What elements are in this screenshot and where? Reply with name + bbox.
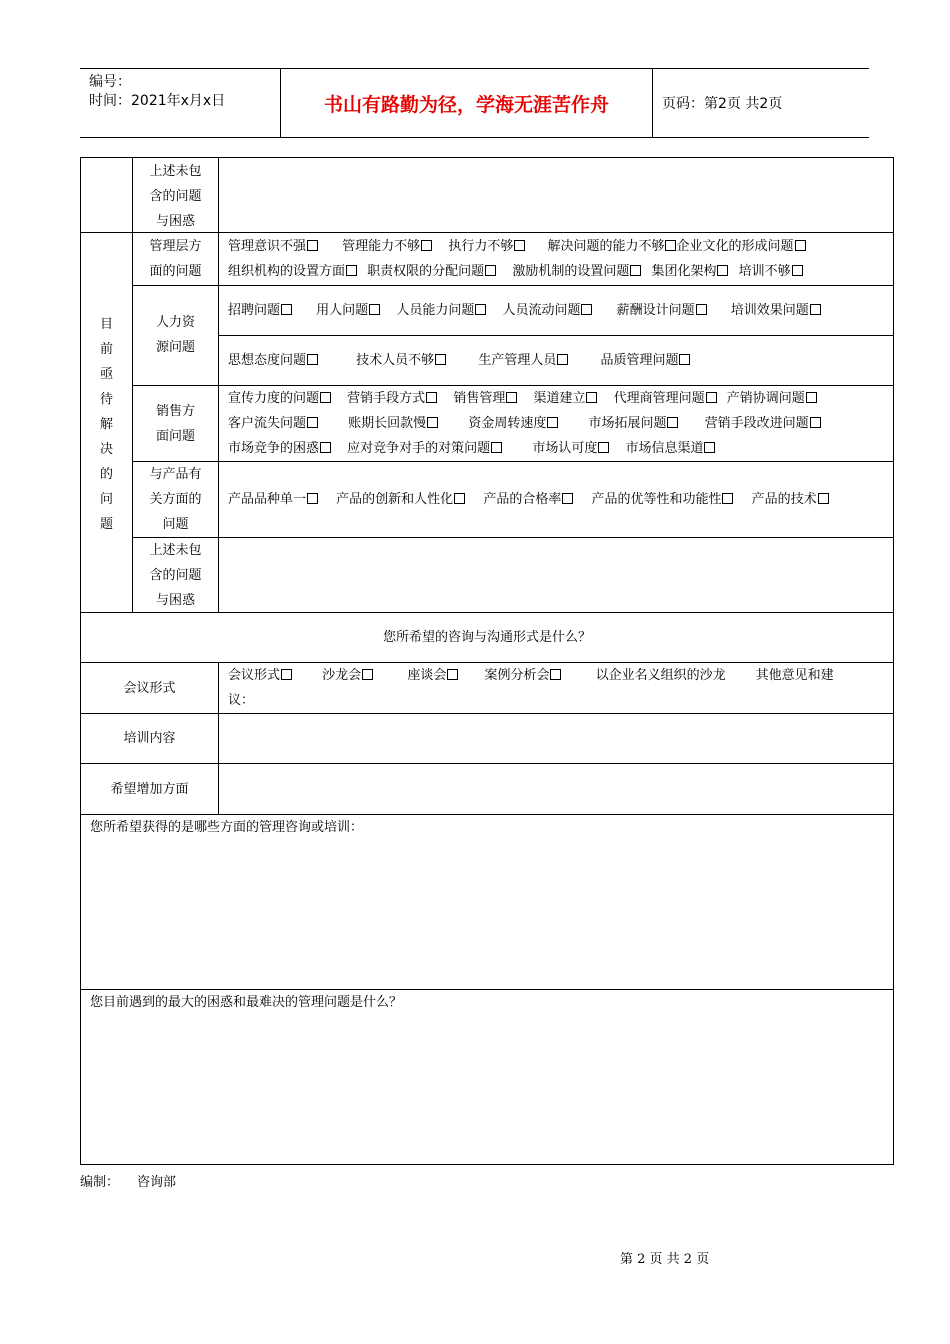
hr-issues-label: 人力资 源问题 [155,315,195,355]
checkbox-option[interactable]: 管理意识不强 [228,239,318,254]
page-header [80,68,869,138]
unlisted-issues-label-top: 上述未包 含的问题 与困惑 [149,164,202,229]
header-info [80,69,280,137]
checkbox-option[interactable]: 代理商管理问题 [614,391,717,406]
hr-options-row2 [228,348,690,373]
slogan: 书山有路勤为径，学海无涯苦作舟 [323,93,609,116]
checkbox-option[interactable]: 宣传力度的问题 [228,391,331,406]
meeting-options-row1 [228,663,834,688]
checkbox-option[interactable]: 培训效果问题 [731,303,821,318]
biggest-problem-question: 您目前遇到的最大的困惑和最难决的管理问题是什么？ [90,995,403,1010]
meeting-format-label: 会议形式 [123,681,176,696]
checkbox-option[interactable]: 产品的技术 [752,492,829,507]
checkbox-option[interactable]: 应对竞争对手的对策问题 [347,441,502,456]
checkbox-option[interactable]: 产品的优等性和功能性 [591,492,733,507]
date-label: 时间：2021年x月x日 [89,93,226,109]
checkbox-option[interactable]: 座谈会 [407,668,458,683]
unlisted-issues-label-bottom: 上述未包 含的问题 与困惑 [149,543,202,608]
checkbox-option[interactable]: 培训不够 [739,264,803,279]
checkbox-option[interactable]: 生产管理人员 [478,353,568,368]
management-options-row1 [228,234,806,259]
checkbox-option[interactable]: 技术人员不够 [356,353,446,368]
salon-option: 以企业名义组织的沙龙 [595,668,726,683]
page-number: 第 2 页 共 2 页 [620,1252,710,1267]
sales-options-row1 [228,386,817,411]
checkbox-option[interactable]: 市场拓展问题 [588,416,678,431]
checkbox-option[interactable]: 客户流失问题 [228,416,318,431]
sales-issues-label: 销售方 面问题 [155,404,195,444]
checkbox-option[interactable]: 执行力不够 [448,239,525,254]
checkbox-option[interactable]: 解决问题的能力不够 [547,239,676,254]
consult-form-question: 您所希望的咨询与沟通形式是什么？ [382,630,591,645]
sales-options-row2 [228,411,821,436]
sales-options-row3 [228,436,715,461]
checkbox-option[interactable]: 销售管理 [453,391,517,406]
training-content-label: 培训内容 [123,731,176,746]
checkbox-option[interactable]: 市场竞争的困惑 [228,441,331,456]
checkbox-option[interactable]: 组织机构的设置方面 [228,264,357,279]
checkbox-option[interactable]: 账期长回款慢 [348,416,438,431]
checkbox-option[interactable]: 管理能力不够 [342,239,432,254]
other-suggestions-label: 其他意见和建 [755,668,834,683]
checkbox-option[interactable]: 案例分析会 [484,668,561,683]
urgent-issues-section-label: 目 前 亟 待 解 决 的 问 题 [99,317,113,532]
product-issues-label: 与产品有 关方面的 问题 [149,467,202,532]
other-suggestions-label-cont: 议： [228,693,255,708]
checkbox-option[interactable]: 产品的合格率 [483,492,573,507]
checkbox-option[interactable]: 会议形式 [228,668,292,683]
checkbox-option[interactable]: 薪酬设计问题 [617,303,707,318]
editor-label: 编制： [80,1175,120,1190]
checkbox-option[interactable]: 品质管理问题 [600,353,690,368]
checkbox-option[interactable]: 企业文化的形成问题 [676,239,805,254]
product-options-row1 [228,487,829,512]
checkbox-option[interactable]: 营销手段改进问题 [705,416,821,431]
checkbox-option[interactable]: 沙龙会 [322,668,373,683]
checkbox-option[interactable]: 市场认可度 [532,441,609,456]
checkbox-option[interactable]: 渠道建立 [533,391,597,406]
checkbox-option[interactable]: 职责权限的分配问题 [367,264,496,279]
number-label: 编号： [89,74,131,90]
checkbox-option[interactable]: 用人问题 [316,303,380,318]
checkbox-option[interactable]: 资金周转速度 [468,416,558,431]
page-code: 页码：第2页 共2页 [662,96,783,112]
additional-aspects-label: 希望增加方面 [110,782,189,797]
checkbox-option[interactable]: 招聘问题 [228,303,292,318]
checkbox-option[interactable]: 人员流动问题 [502,303,592,318]
management-issues-label: 管理层方 面的问题 [149,239,202,279]
checkbox-option[interactable]: 产销协调问题 [727,391,817,406]
desired-consulting-question: 您所希望获得的是哪些方面的管理咨询或培训： [90,820,364,835]
checkbox-option[interactable]: 营销手段方式 [347,391,437,406]
hr-options-row1 [228,298,821,323]
management-options-row2 [228,259,803,284]
checkbox-option[interactable]: 产品品种单一 [228,492,318,507]
editor-value: 咨询部 [137,1175,177,1190]
checkbox-option[interactable]: 激励机制的设置问题 [512,264,641,279]
checkbox-option[interactable]: 思想态度问题 [228,353,318,368]
checkbox-option[interactable]: 产品的创新和人性化 [336,492,465,507]
checkbox-option[interactable]: 市场信息渠道 [625,441,715,456]
checkbox-option[interactable]: 人员能力问题 [396,303,486,318]
checkbox-option[interactable]: 集团化架构 [651,264,728,279]
